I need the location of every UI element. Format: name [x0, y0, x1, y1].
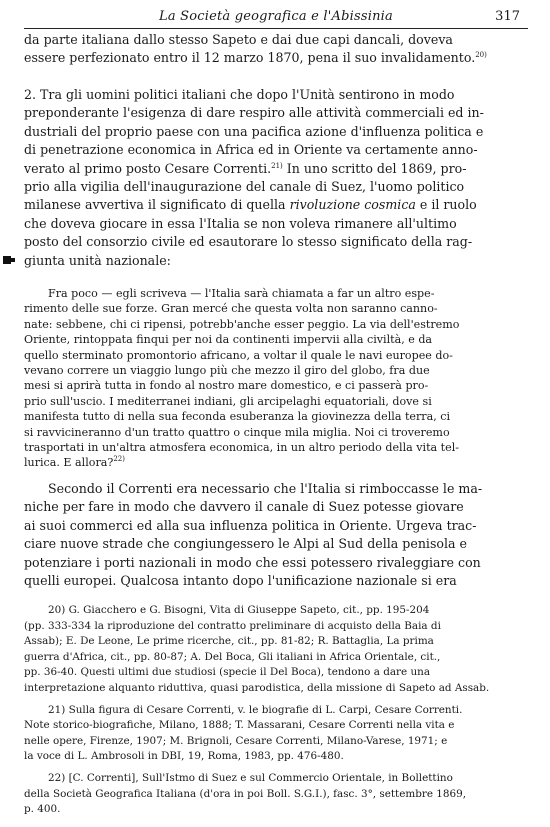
footnote-line: nelle opere, Firenze, 1907; M. Brignoli, Cesare Correnti, Milano-Varese, 1971; e: [24, 734, 448, 747]
text-line: Secondo il Correnti era necessario che l'Italia si rimboccasse le ma-: [48, 481, 483, 496]
footnote-ref: 20): [475, 51, 487, 60]
text-line: di penetrazione economica in Africa ed in Oriente va certamente anno-: [24, 142, 478, 158]
text-line: preponderante l'esigenza di dare respiro alle attività commerciali ed in-: [24, 105, 484, 121]
text-line: Oriente, rintoppata finqui per noi da continenti impervii alla civiltà, e da: [24, 333, 433, 347]
text-line: quello sterminato promontorio africano, a voltar il quale le navi europee do-: [24, 348, 453, 362]
text-line: dustriali del proprio paese con una pacifica azione d'influenza politica e: [24, 123, 484, 139]
text-line: Fra poco — egli scriveva — l'Italia sarà chiamata a far un altro espe-: [48, 287, 435, 300]
footnote-line: Note storico-biografiche, Milano, 1888; T. Massarani, Cesare Correnti nella vita e: [24, 719, 455, 732]
text-line: lurica. E allora?$^{22)}$: [24, 455, 125, 470]
text-line: prio alla vigilia dell'inaugurazione del canale di Suez, l'uomo politico: [24, 179, 465, 195]
block-quote: [24, 286, 528, 471]
paragraph-section-2: [24, 86, 528, 270]
text-line: che doveva giocare in essa l'Italia se non voleva rimanere all'ultimo: [24, 215, 457, 231]
text-line: potenziare i porti nazionali in modo che essi potessero rivaleggiare con: [24, 554, 481, 570]
paragraph-continuation: [24, 31, 528, 68]
page-number: 317: [495, 9, 520, 24]
footnote-line: 21) Sulla figura di Cesare Correnti, v. le biografie di L. Carpi, Cesare Correnti.: [48, 703, 463, 716]
footnote-line: la voce di L. Ambrosoli in DBI, 19, Roma, 1983, pp. 476-480.: [24, 750, 344, 763]
footnote-21: [24, 703, 528, 765]
footnote-22: [24, 771, 528, 818]
text-line: mesi si aprirà tutta in fondo al nostro mare domestico, e ci passerà pro-: [24, 379, 429, 393]
paragraph-correnti: [24, 480, 528, 590]
text-line: ai suoi commerci ed alla sua influenza politica in Oriente. Urgeva trac-: [24, 517, 477, 533]
text-line: 2. Tra gli uomini politici italiani che dopo l'Unità sentirono in modo: [24, 87, 455, 102]
footnote-line: p. 400.: [24, 803, 61, 816]
text-line: niche per fare in modo che davvero il canale di Suez potesse giovare: [24, 499, 464, 515]
text-line: rimento delle sue forze. Gran mercé che questa volta non saranno canno-: [24, 302, 438, 316]
footnote-line: 22) [C. Correnti], Sull'Istmo di Suez e sul Commercio Orientale, in Bollettino: [48, 771, 453, 784]
text-line: prio sull'uscio. I mediterranei indiani, gli arcipelaghi equatoriali, dove si: [24, 394, 432, 408]
text-line: milanese avvertiva il significato di quella rivoluzione cosmica e il ruolo: [24, 197, 477, 213]
footnote-line: interpretazione alquanto riduttiva, quasi parodistica, della missione di Sapeto ad Assab.: [24, 681, 490, 694]
emphasis: rivoluzione cosmica: [289, 197, 416, 213]
text-line: ciare nuove strade che congiungessero le Alpi al Sud della penisola e: [24, 536, 468, 552]
footnote-20: [24, 603, 528, 697]
text-line: giunta unità nazionale:: [24, 252, 171, 268]
running-header: [24, 6, 528, 29]
running-title: La Società geografica e l'Abissinia: [159, 9, 393, 24]
text-line: da parte italiana dallo stesso Sapeto e dai due capi dancali, doveva: [24, 32, 453, 47]
text-line: posto del consorzio civile ed esautorare lo stesso significato della rag-: [24, 234, 473, 250]
text-line: nate: sebbene, chi ci ripensi, potrebb'anche esser peggio. La via dell'estremo: [24, 317, 460, 331]
text-line: essere perfezionato entro il 12 marzo 1870, pena il suo invalidamento.$^{20)}$: [24, 50, 487, 66]
footnote-ref: 21): [271, 161, 283, 170]
footnote-line: pp. 36-40. Questi ultimi due studiosi (specie il Del Boca), tendono a dare una: [24, 666, 431, 679]
footnote-line: Assab); E. De Leone, Le prime ricerche, cit., pp. 81-82; R. Battaglia, La prima: [24, 635, 434, 648]
text-line: manifesta tutto di nella sua feconda esuberanza la giovinezza della terra, ci: [24, 410, 451, 424]
text-line: verato al primo posto Cesare Correnti.$^{21)}$ In uno scritto del 1869, pro-: [24, 160, 467, 176]
footnote-ref: 22): [113, 455, 125, 464]
text-line: quelli europei. Qualcosa intanto dopo l'unificazione nazionale si era: [24, 573, 457, 589]
text-line: vevano correre un viaggio lungo più che mezzo il giro del globo, fra due: [24, 364, 430, 378]
margin-mark-icon: [3, 250, 15, 260]
footnotes: [24, 603, 528, 818]
text-line: si ravvicineranno d'un tratto quattro o cinque mila miglia. Noi ci troveremo: [24, 425, 450, 439]
text-line: trasportati in un'altra atmosfera economica, in un altro periodo della vita tel-: [24, 441, 459, 455]
footnote-line: della Società Geografica Italiana (d'ora in poi Boll. S.G.I.), fasc. 3°, settembre 1869,: [24, 787, 467, 800]
footnote-line: (pp. 333-334 la riproduzione del contratto preliminare di acquisto della Baia di: [24, 619, 441, 632]
footnote-line: 20) G. Giacchero e G. Bisogni, Vita di Giuseppe Sapeto, cit., pp. 195-204: [48, 604, 430, 616]
footnote-line: guerra d'Africa, cit., pp. 80-87; A. Del Boca, Gli italiani in Africa Orientale, cit.,: [24, 650, 441, 663]
